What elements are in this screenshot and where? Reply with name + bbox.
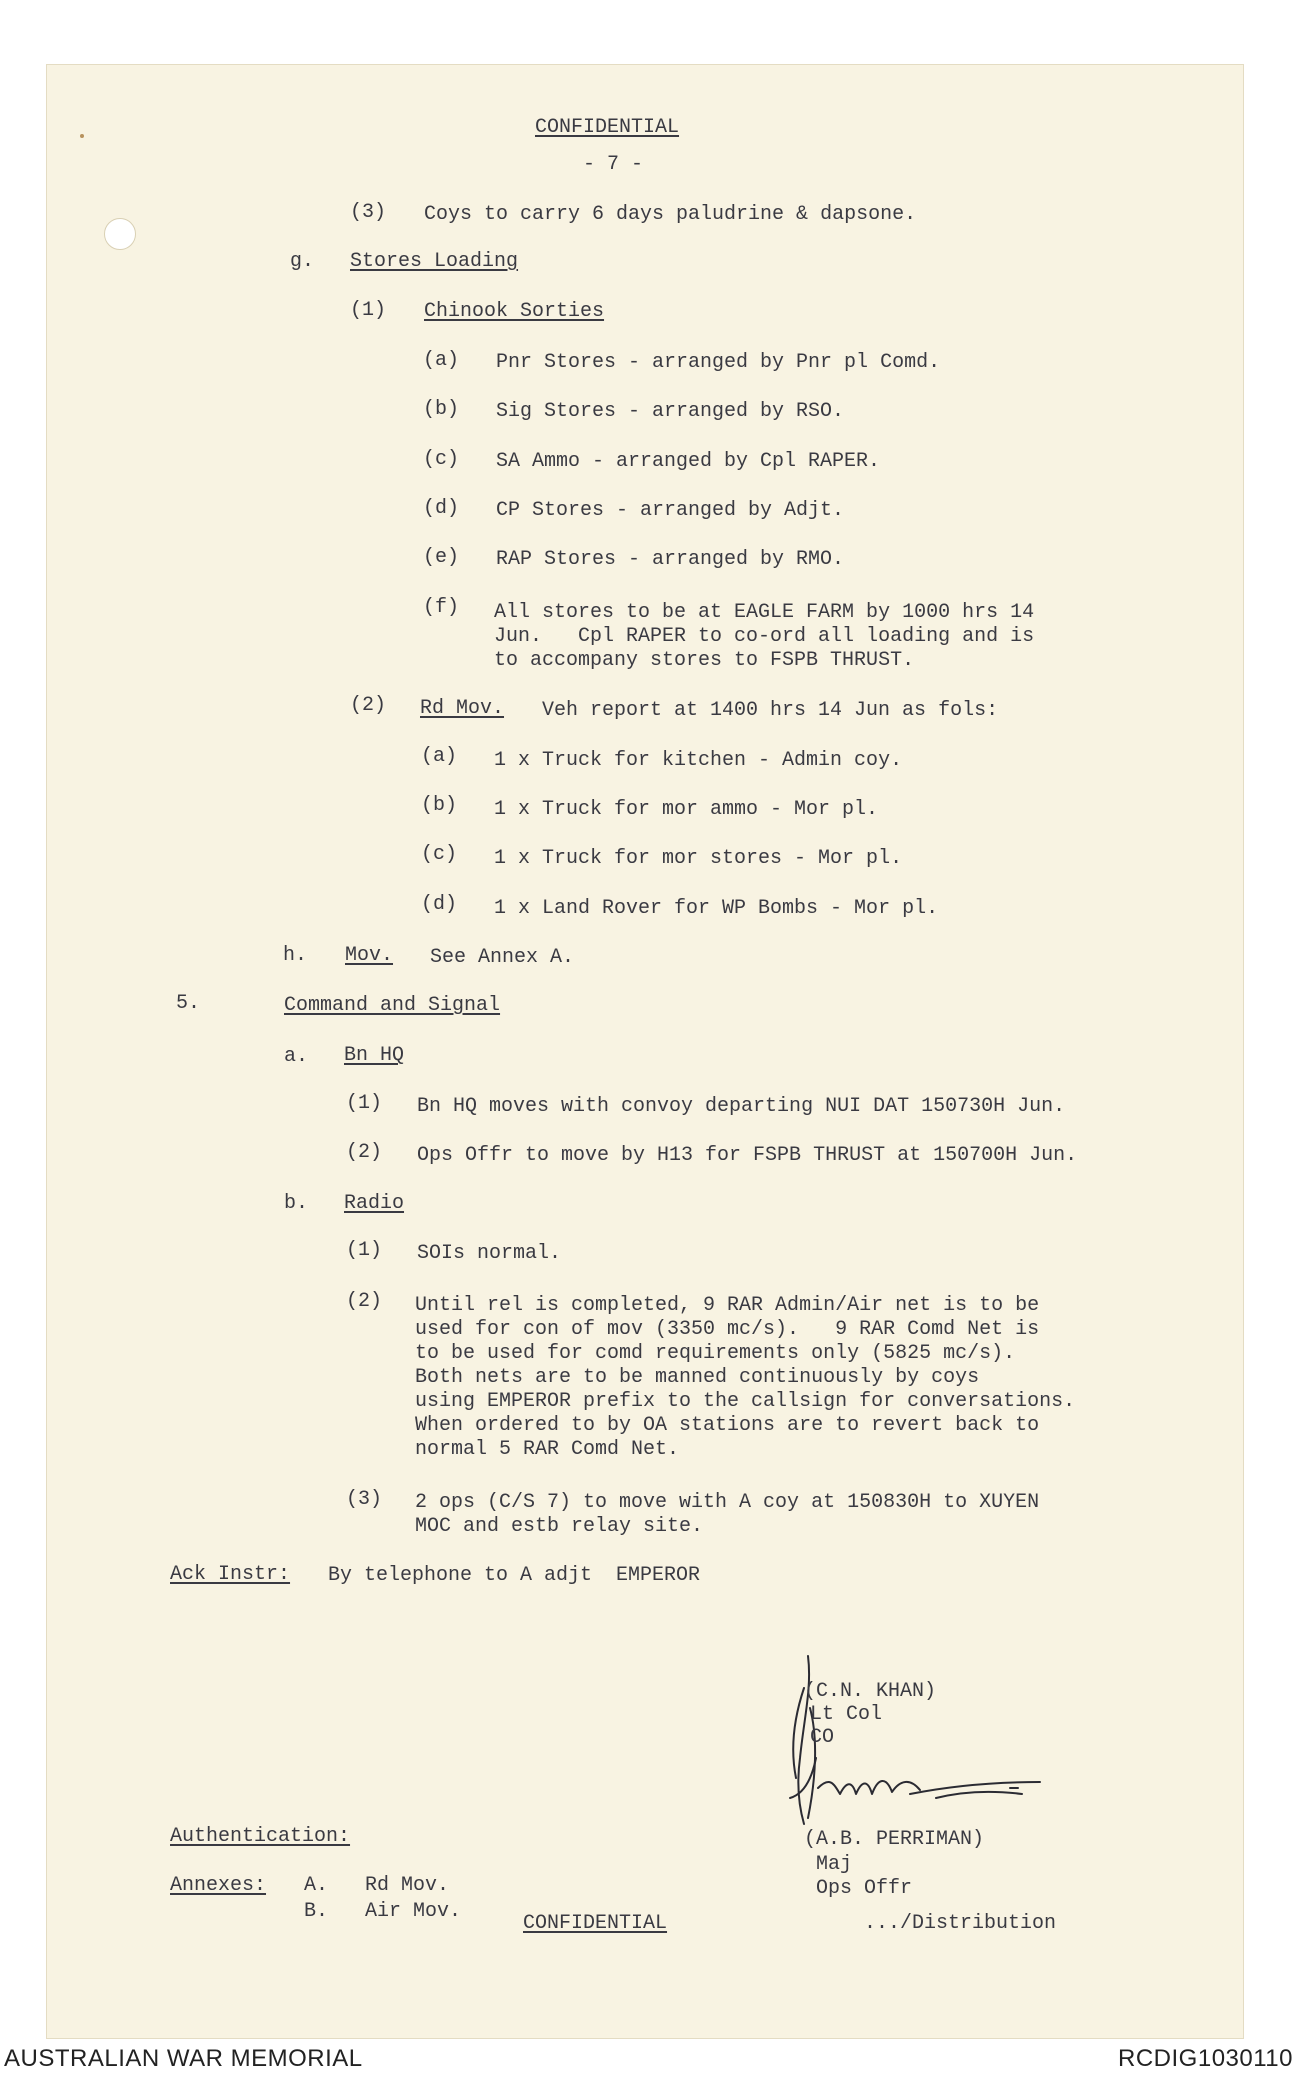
radio-item-text: 2 ops (C/S 7) to move with A coy at 150830H to XUYEN MOC and estb relay site. xyxy=(415,1491,1040,1538)
section-5a-letter: a. xyxy=(284,1045,309,1068)
section-h-letter: h. xyxy=(283,944,308,967)
ack-instr-text: By telephone to A adjt EMPEROR xyxy=(328,1564,701,1587)
bn-hq-item-text: Ops Offr to move by H13 for FSPB THRUST at 150700H Jun. xyxy=(417,1144,1078,1167)
chinook-item-label: (a) xyxy=(423,349,460,372)
rd-mov-item-label: (d) xyxy=(421,893,458,916)
rd-mov-text: Veh report at 1400 hrs 14 Jun as fols: xyxy=(542,699,999,722)
radio-item-label: (1) xyxy=(346,1239,383,1262)
ops-appointment: Ops Offr xyxy=(816,1877,913,1900)
radio-item-label: (3) xyxy=(346,1488,383,1511)
classification-footer: CONFIDENTIAL xyxy=(523,1912,668,1935)
co-name: (C.N. KHAN) xyxy=(804,1680,937,1703)
section-g-letter: g. xyxy=(290,250,315,273)
chinook-number: (1) xyxy=(350,299,387,322)
chinook-item-label: (f) xyxy=(423,596,460,619)
section-5-number: 5. xyxy=(176,992,201,1015)
annex-text: Air Mov. xyxy=(365,1900,462,1923)
chinook-item-label: (d) xyxy=(423,497,460,520)
ops-rank: Maj xyxy=(816,1853,853,1876)
co-rank: Lt Col xyxy=(810,1703,883,1726)
page-number: - 7 - xyxy=(583,153,644,176)
rd-mov-number: (2) xyxy=(350,694,387,717)
archive-id: RCDIG1030110 xyxy=(1118,2045,1293,2072)
radio-item-text: Until rel is completed, 9 RAR Admin/Air net is to be used for con of mov (3350 mc/s). 9 RAR Comd Net is to be used for comd requirements only (5825 mc/s). Both nets are to be manned continuously by coys using EMPEROR prefix to the callsign for conversations. When ordered to by OA stations are to revert back to normal 5 RAR Comd Net. xyxy=(415,1294,1076,1461)
authentication-label: Authentication: xyxy=(170,1825,351,1848)
chinook-item-label: (c) xyxy=(423,448,460,471)
chinook-item-text: Pnr Stores - arranged by Pnr pl Comd. xyxy=(496,351,941,374)
co-appointment: CO xyxy=(810,1726,835,1749)
section-g-title: Stores Loading xyxy=(350,250,519,273)
archive-name: AUSTRALIAN WAR MEMORIAL xyxy=(4,2045,363,2072)
section-h-title: Mov. xyxy=(345,944,394,967)
annex-letter: A. xyxy=(304,1874,329,1897)
chinook-item-text: All stores to be at EAGLE FARM by 1000 hrs 14 Jun. Cpl RAPER to co-ord all loading and is to accompany stores to FSPB THRUST. xyxy=(494,601,1035,672)
ops-name: (A.B. PERRIMAN) xyxy=(804,1828,985,1851)
section-5b-title: Radio xyxy=(344,1192,405,1215)
distribution-note: .../Distribution xyxy=(864,1912,1057,1935)
section-5-title: Command and Signal xyxy=(284,994,501,1017)
rd-mov-item-label: (c) xyxy=(421,843,458,866)
rd-mov-item-text: 1 x Truck for mor stores - Mor pl. xyxy=(494,847,903,870)
punch-hole xyxy=(104,218,136,250)
rd-mov-item-label: (b) xyxy=(421,794,458,817)
section-5b-letter: b. xyxy=(284,1192,309,1215)
chinook-item-text: Sig Stores - arranged by RSO. xyxy=(496,400,845,423)
classification-header: CONFIDENTIAL xyxy=(535,116,680,139)
chinook-item-label: (b) xyxy=(423,398,460,421)
bn-hq-item-label: (2) xyxy=(346,1141,383,1164)
rd-mov-item-label: (a) xyxy=(421,745,458,768)
bn-hq-item-text: Bn HQ moves with convoy departing NUI DAT 150730H Jun. xyxy=(417,1095,1066,1118)
para-3-text: Coys to carry 6 days paludrine & dapsone. xyxy=(424,203,917,226)
rd-mov-item-text: 1 x Truck for mor ammo - Mor pl. xyxy=(494,798,879,821)
chinook-item-text: RAP Stores - arranged by RMO. xyxy=(496,548,845,571)
para-3-number: (3) xyxy=(350,201,387,224)
rd-mov-item-text: 1 x Land Rover for WP Bombs - Mor pl. xyxy=(494,897,939,920)
chinook-item-text: CP Stores - arranged by Adjt. xyxy=(496,499,845,522)
bn-hq-item-label: (1) xyxy=(346,1092,383,1115)
chinook-item-label: (e) xyxy=(423,546,460,569)
paper-mark xyxy=(80,134,84,138)
chinook-title: Chinook Sorties xyxy=(424,300,605,323)
rd-mov-item-text: 1 x Truck for kitchen - Admin coy. xyxy=(494,749,903,772)
chinook-item-text: SA Ammo - arranged by Cpl RAPER. xyxy=(496,450,881,473)
ack-instr-label: Ack Instr: xyxy=(170,1563,291,1586)
radio-item-text: SOIs normal. xyxy=(417,1242,562,1265)
section-5a-title: Bn HQ xyxy=(344,1044,405,1067)
annexes-label: Annexes: xyxy=(170,1874,267,1897)
section-h-text: See Annex A. xyxy=(430,946,575,969)
annex-letter: B. xyxy=(304,1900,329,1923)
annex-text: Rd Mov. xyxy=(365,1874,450,1897)
radio-item-label: (2) xyxy=(346,1290,383,1313)
rd-mov-title: Rd Mov. xyxy=(420,697,505,720)
signature-marks xyxy=(760,1648,1050,1848)
